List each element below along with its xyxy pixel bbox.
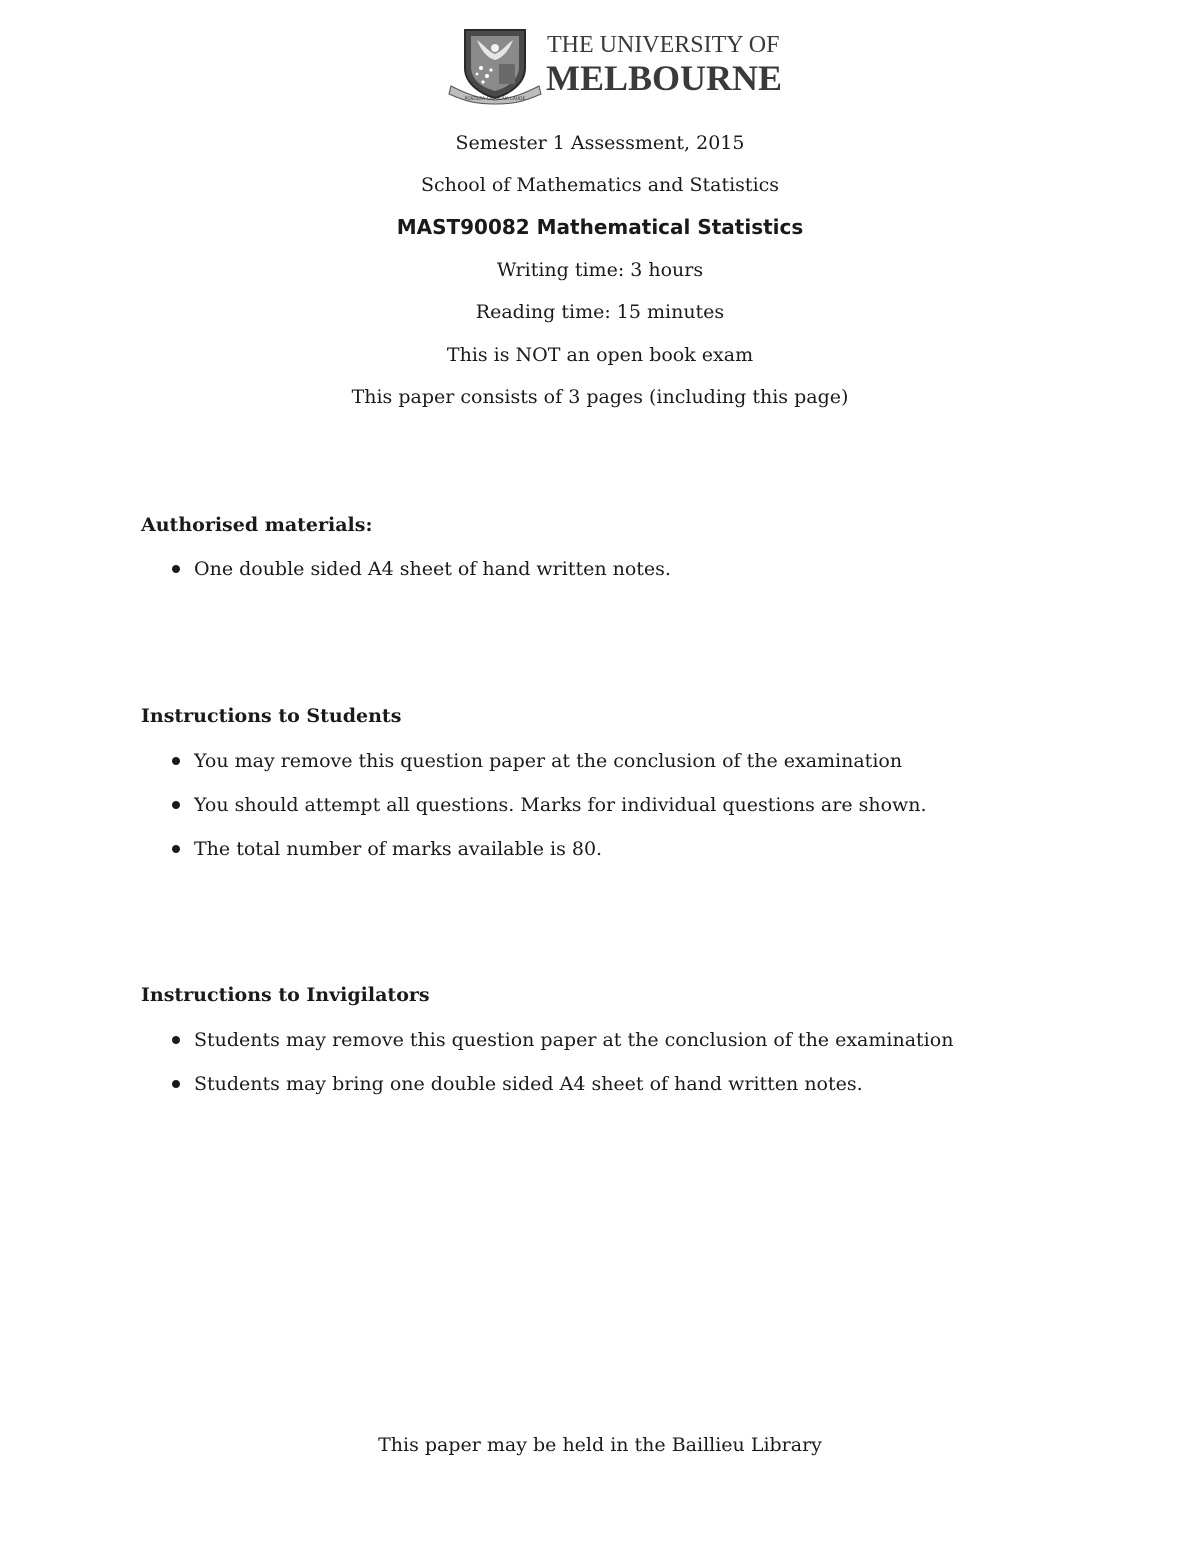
bullet-icon [172,1080,180,1088]
bullet-icon [172,801,180,809]
list-item: The total number of marks available is 80. [172,837,602,861]
exam-type: This is NOT an open book exam [446,344,754,366]
bullet-icon [172,757,180,765]
logo-wordmark-line1: THE UNIVERSITY OF [547,32,780,58]
reading-time: Reading time: 15 minutes [475,301,725,323]
university-logo [447,24,783,104]
logo-wordmark-line2: MELBOURNE [546,58,783,98]
instructions-students-heading: Instructions to Students [141,705,402,727]
instructions-invigilators-heading: Instructions to Invigilators [141,984,430,1006]
school-line: School of Mathematics and Statistics [420,174,780,196]
writing-time: Writing time: 3 hours [496,259,704,281]
bullet-icon [172,1036,180,1044]
authorised-materials-heading: Authorised materials: [141,514,373,536]
semester-line: Semester 1 Assessment, 2015 [455,132,745,154]
list-item: Students may bring one double sided A4 sheet of hand written notes. [172,1072,863,1096]
bullet-icon [172,845,180,853]
page-count: This paper consists of 3 pages (including this page) [351,386,849,408]
course-title: MAST90082 Mathematical Statistics [396,215,804,239]
list-item: One double sided A4 sheet of hand written notes. [172,557,671,581]
library-note: This paper may be held in the Baillieu Library [378,1434,822,1456]
list-item: You should attempt all questions. Marks for individual questions are shown. [172,793,927,817]
svg-text:POSTERA CRESCAM LAUDE: POSTERA CRESCAM LAUDE [464,97,526,102]
university-crest-icon [447,24,783,104]
bullet-icon [172,565,180,573]
list-item: Students may remove this question paper at the conclusion of the examination [172,1028,953,1052]
list-item: You may remove this question paper at the conclusion of the examination [172,749,902,773]
